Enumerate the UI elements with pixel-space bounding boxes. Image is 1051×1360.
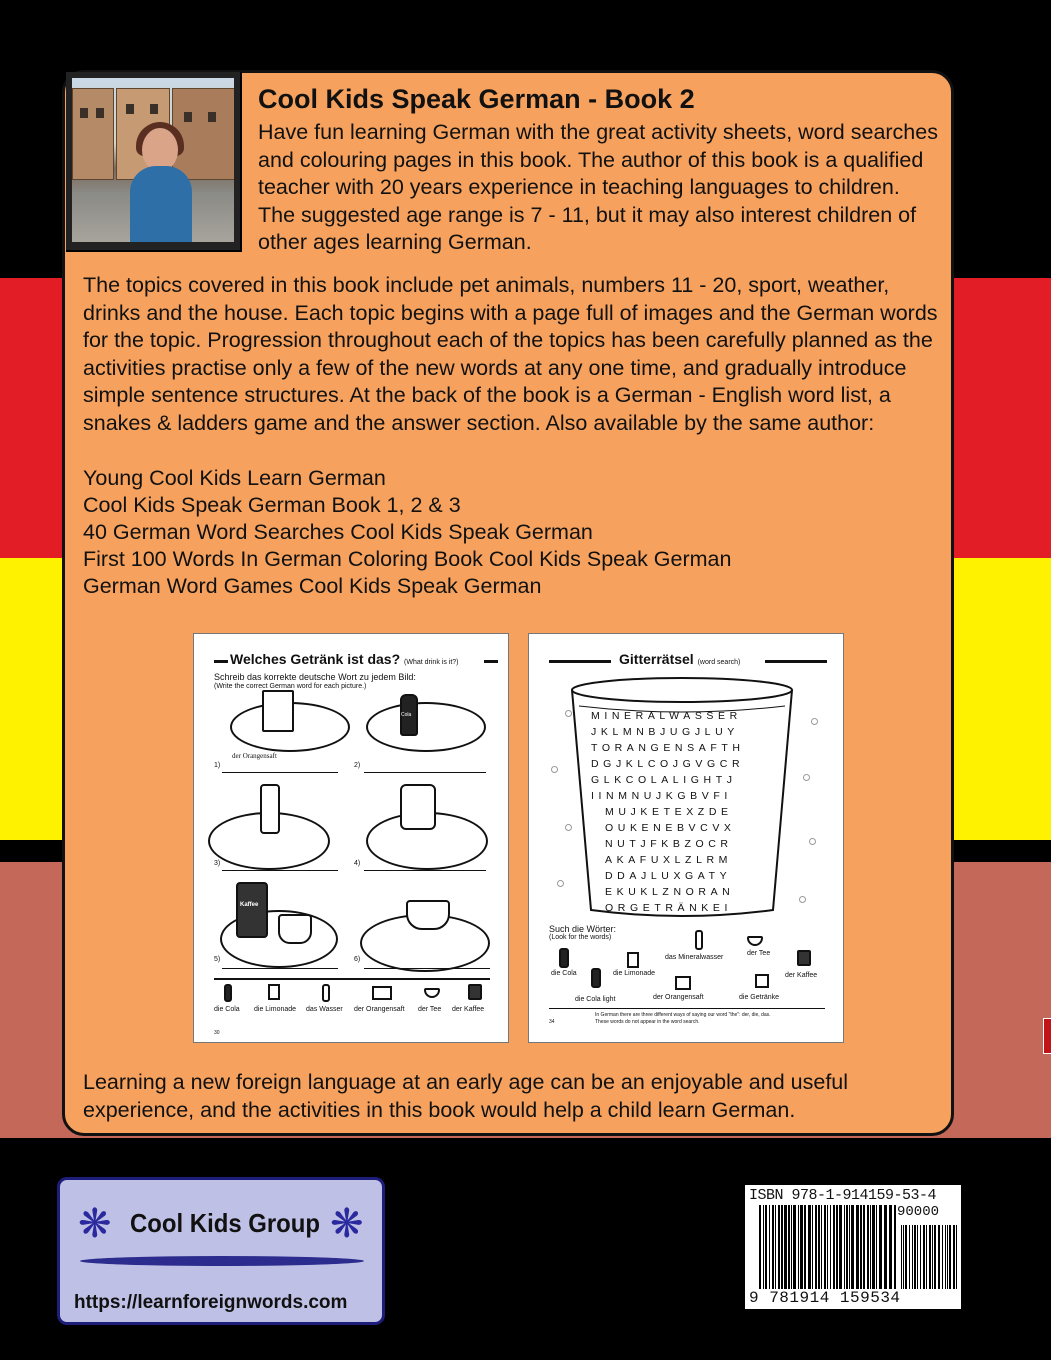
author-photo <box>66 72 242 252</box>
barcode-bar <box>870 1205 871 1289</box>
title-bar <box>484 660 498 663</box>
topics-paragraph: The topics covered in this book include pet animals, numbers 11 - 20, sport, weather, drinks and the house. Each topic begins with a page full of images and the German words for the topic. Progression throughout each of the topics has been carefully planned as the activities practise only a few of the new words at any one time, and gradually introduce simple sentence structures. At the back of the book is a German - English word list, a snakes & ladders game and the answer section. Also available by the same author: <box>83 273 938 435</box>
barcode-bar <box>849 1205 850 1289</box>
grid-row: EKUKLZNORAN <box>605 886 735 898</box>
water-icon <box>695 930 703 950</box>
grid-row: IINMNUJKGBVFI <box>591 790 732 802</box>
closing-paragraph: Learning a new foreign language at an early age can be an enjoyable and useful experience, and the activities in this book would help a child learn German. <box>83 1070 849 1122</box>
sheet-instruction-en: (Write the correct German word for each picture.) <box>214 683 367 690</box>
barcode-bar <box>894 1205 896 1289</box>
note-rule <box>549 1008 825 1009</box>
word-list-item: das Mineralwasser <box>665 954 724 961</box>
ean-number: 9 781914 159534 <box>749 1289 901 1307</box>
barcode-bar <box>926 1225 927 1289</box>
coffee-jar-icon <box>236 882 268 938</box>
water-bottle-icon <box>260 784 280 834</box>
barcode-bars <box>759 1205 959 1293</box>
title-bar <box>214 660 228 663</box>
juice-icon <box>372 986 392 1000</box>
grid-row: ORGETRÄNKEI <box>605 902 733 914</box>
answer-line <box>222 968 338 969</box>
bubble-icon <box>551 766 558 773</box>
word-bank-item: die Cola <box>214 1006 240 1013</box>
barcode-bar <box>812 1205 813 1289</box>
barcode-bar <box>784 1205 787 1289</box>
bubble-icon <box>811 718 818 725</box>
barcode-bar <box>818 1205 820 1289</box>
price-code: 90000 <box>897 1204 940 1220</box>
cola-light-icon <box>591 968 601 988</box>
bubble-icon <box>557 880 564 887</box>
barcode-bar <box>947 1225 948 1289</box>
word-list-item: die Limonade <box>613 970 656 977</box>
barcode-bar <box>879 1205 882 1289</box>
barcode-bar <box>788 1205 790 1289</box>
barcode-bar <box>830 1205 831 1289</box>
barcode-bar <box>765 1205 767 1289</box>
barcode-bar <box>836 1205 838 1289</box>
activity-sheet-drinks <box>193 633 509 1043</box>
photo-window <box>126 104 134 114</box>
answer-number: 3) <box>214 860 221 867</box>
barcode-bar <box>917 1225 918 1289</box>
barcode-bar <box>903 1225 904 1289</box>
word-list-item: die Cola light <box>575 996 616 1003</box>
word-bank-item: der Tee <box>418 1006 442 1013</box>
grid-row: NUTJFKBZOCR <box>605 838 733 850</box>
answer-line <box>222 772 338 773</box>
other-book-item: First 100 Words In German Coloring Book Cool Kids Speak German <box>83 547 732 571</box>
page-number: 30 <box>214 1030 220 1036</box>
barcode-bar <box>800 1205 803 1289</box>
barcode-bar <box>867 1205 869 1289</box>
photo-window <box>208 112 216 122</box>
publisher-logo[interactable] <box>57 1177 385 1325</box>
grid-row: DGJKLCOJGVGCR <box>591 758 745 770</box>
barcode-bar <box>763 1205 764 1289</box>
page-number: 34 <box>549 1019 555 1025</box>
cola-icon <box>224 984 232 1002</box>
publisher-url[interactable]: https://learnforeignwords.com <box>74 1292 348 1313</box>
grid-row: JKLMNBJUGJLUY <box>591 726 739 738</box>
isbn-text: ISBN 978-1-914159-53-4 <box>749 1187 937 1204</box>
example-answer: der Orangensaft <box>232 752 277 760</box>
other-book-item: 40 German Word Searches Cool Kids Speak German <box>83 520 593 544</box>
barcode-bar <box>798 1205 799 1289</box>
word-bank-item: der Kaffee <box>452 1006 485 1013</box>
tea-icon <box>424 988 440 998</box>
coffee-icon <box>797 950 811 966</box>
snowflake-icon: ❋ <box>78 1202 112 1246</box>
barcode-bar <box>863 1205 865 1289</box>
grid-row: MUJKETEXZDE <box>605 806 733 818</box>
barcode-bar <box>851 1205 854 1289</box>
barcode-bar <box>827 1205 828 1289</box>
barcode-bar <box>769 1205 770 1289</box>
barcode-bar <box>901 1225 902 1289</box>
lemonade-icon <box>268 984 280 1000</box>
word-list-item: die Getränke <box>739 994 780 1001</box>
bubble-icon <box>803 774 810 781</box>
lemonade-icon <box>627 952 639 968</box>
barcode-bar <box>772 1205 774 1289</box>
sheet-title-sub: (What drink is it?) <box>404 659 459 666</box>
other-book-item: Young Cool Kids Learn German <box>83 466 386 490</box>
barcode-bar <box>844 1205 845 1289</box>
grid-row: AKAFUXLZLRM <box>605 854 733 866</box>
barcode-bar <box>932 1225 933 1289</box>
water-icon <box>322 984 330 1002</box>
barcode-bar <box>884 1205 887 1289</box>
barcode-bar <box>791 1205 792 1289</box>
sheet-title <box>619 651 740 667</box>
barcode-bar <box>793 1205 796 1289</box>
barcode-bar <box>938 1225 940 1289</box>
barcode-bar <box>942 1225 943 1289</box>
word-bank-item: die Limonade <box>254 1006 297 1013</box>
photo-window <box>184 112 192 122</box>
grid-row: DDAJLUXGATY <box>605 870 732 882</box>
bubble-icon <box>565 824 572 831</box>
answer-number: 1) <box>214 762 221 769</box>
barcode-bar <box>824 1205 826 1289</box>
barcode-bar <box>945 1225 946 1289</box>
barcode-bar <box>912 1225 913 1289</box>
sheet-title <box>230 651 459 667</box>
answer-line <box>222 870 338 871</box>
barcode-bar <box>872 1205 875 1289</box>
barcode-bar <box>956 1225 957 1289</box>
barcode-bar <box>934 1225 936 1289</box>
drinks-icon <box>755 974 769 988</box>
photo-window <box>150 104 158 114</box>
article-note: In German there are three different ways of saying our word "the": der, die, das. <box>595 1012 771 1018</box>
barcode-bar <box>804 1205 806 1289</box>
barcode-bar <box>929 1225 931 1289</box>
answer-number: 2) <box>354 762 361 769</box>
tea-cup-icon <box>406 900 450 930</box>
juice-icon <box>675 976 691 990</box>
barcode-bar <box>846 1205 848 1289</box>
barcode-bar <box>833 1205 835 1289</box>
photo-window <box>96 108 104 118</box>
author-photo-image <box>72 78 234 242</box>
intro-paragraph: Have fun learning German with the great activity sheets, word searches and colouring pages in this book. The author of this book is a qualified teacher with 20 years experience in teaching languages to children. The suggested age range is 7 - 11, but it may also interest children of other ages learning German. <box>258 120 938 254</box>
title-bar <box>765 660 827 663</box>
cola-label: Cola <box>401 712 412 718</box>
barcode-bar <box>914 1225 916 1289</box>
word-list-item: der Kaffee <box>785 972 818 979</box>
barcode-bar <box>876 1205 877 1289</box>
answer-number: 6) <box>354 956 361 963</box>
article-note: These words do not appear in the word search. <box>595 1019 700 1025</box>
barcode-bar <box>856 1205 859 1289</box>
barcode-bar <box>781 1205 783 1289</box>
barcode-bar <box>905 1225 907 1289</box>
word-list-item: der Orangensaft <box>653 994 704 1001</box>
snowflake-icon: ❋ <box>330 1202 364 1246</box>
coffee-cup-icon <box>278 914 312 944</box>
word-bank-rule <box>214 978 490 980</box>
other-book-item: Cool Kids Speak German Book 1, 2 & 3 <box>83 493 461 517</box>
find-words-heading-en: (Look for the words) <box>549 934 612 941</box>
juice-box-icon <box>262 690 294 732</box>
sheet-title-sub: (word search) <box>697 659 741 666</box>
barcode-bar <box>949 1225 951 1289</box>
drink-plate <box>366 702 486 752</box>
coffee-icon <box>468 984 482 1000</box>
grid-row: TORANGENSAFTH <box>591 742 745 754</box>
photo-house <box>72 88 114 180</box>
barcode-bar <box>920 1225 921 1289</box>
bubble-icon <box>809 838 816 845</box>
barcode-bar <box>889 1205 892 1289</box>
barcode-bar <box>775 1205 776 1289</box>
barcode-bar <box>759 1205 761 1289</box>
activity-sheet-word-search <box>528 633 844 1043</box>
barcode-bar <box>953 1225 955 1289</box>
person-body <box>130 166 192 242</box>
logo-wave <box>80 1256 364 1266</box>
barcode-bar <box>815 1205 817 1289</box>
barcode-bar <box>839 1205 842 1289</box>
barcode-bar <box>909 1225 910 1289</box>
sheet-title-text: Welches Getränk ist das? <box>230 651 401 667</box>
grid-row: OUKENEBVCVX <box>605 822 736 834</box>
publisher-name: Cool Kids Group <box>130 1208 321 1238</box>
sheet-instruction: Schreib das korrekte deutsche Wort zu jedem Bild: <box>214 672 416 682</box>
barcode-bar <box>923 1225 925 1289</box>
word-bank-item: der Orangensaft <box>354 1006 405 1013</box>
edge-mark <box>1043 1018 1051 1054</box>
bubble-icon <box>565 710 572 717</box>
book-title: Cool Kids Speak German - Book 2 <box>258 84 695 114</box>
barcode-bar <box>860 1205 862 1289</box>
sheet-title-text: Gitterrätsel <box>619 651 694 667</box>
grid-row: GLKCOLALIGHTJ <box>591 774 737 786</box>
cola-icon <box>559 948 569 968</box>
title-bar <box>549 660 611 663</box>
tea-icon <box>747 936 763 946</box>
bubble-icon <box>799 896 806 903</box>
answer-line <box>364 772 486 773</box>
answer-number: 4) <box>354 860 361 867</box>
word-list-item: der Tee <box>747 950 771 957</box>
find-words-heading: Such die Wörter: <box>549 924 617 934</box>
answer-line <box>364 870 486 871</box>
word-list-item: die Cola <box>551 970 577 977</box>
photo-window <box>80 108 88 118</box>
answer-number: 5) <box>214 956 221 963</box>
kaffee-label: Kaffee <box>240 902 259 908</box>
lemonade-glass-icon <box>400 784 436 830</box>
answer-line <box>364 968 490 969</box>
barcode-bar <box>808 1205 811 1289</box>
word-bank-item: das Wasser <box>306 1006 343 1013</box>
barcode-bar <box>778 1205 780 1289</box>
grid-row: MINERALWASSER <box>591 710 742 722</box>
barcode-bar <box>821 1205 822 1289</box>
other-book-item: German Word Games Cool Kids Speak German <box>83 574 542 598</box>
isbn-barcode <box>744 1184 962 1310</box>
